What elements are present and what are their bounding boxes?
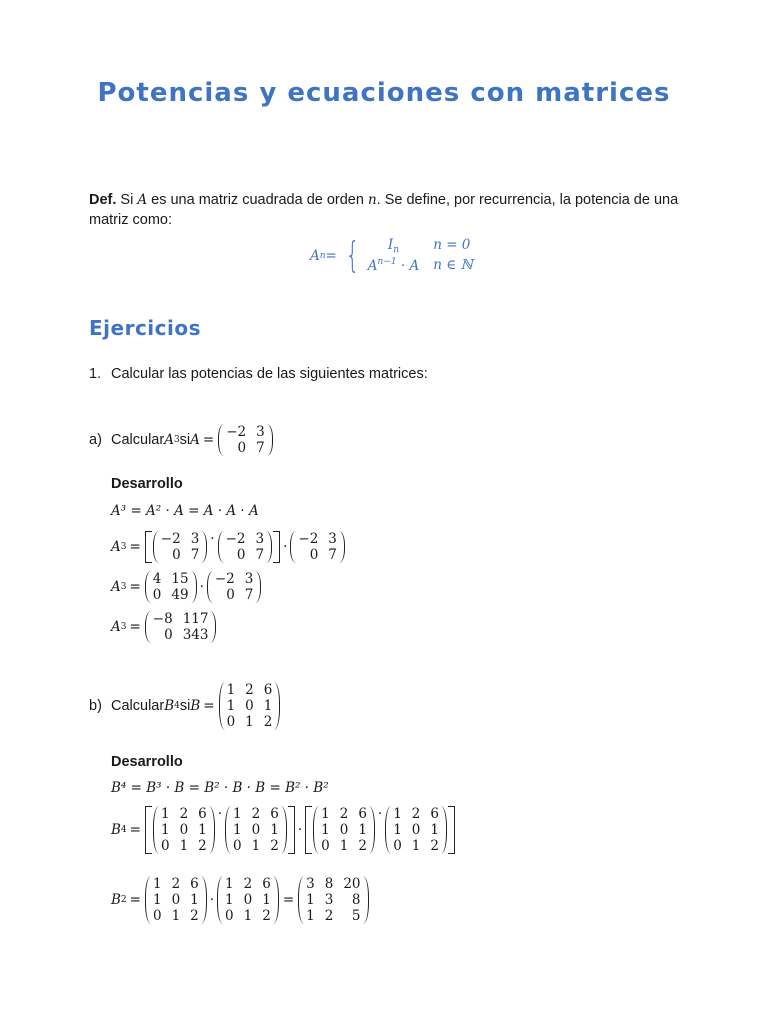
matrix-cell: 6 (262, 876, 271, 892)
case2-base: A (367, 258, 378, 274)
b-line2-dot-1: · (217, 806, 223, 822)
line2-matrix-1 (153, 531, 208, 563)
matrix-cell: −2 (226, 424, 247, 440)
left-paren-icon (145, 876, 151, 924)
part-b-line1: B⁴ = B³ · B = B² · B · B = B² · B² (111, 780, 329, 796)
matrix-cell: 6 (263, 682, 273, 698)
right-paren-icon (201, 531, 207, 563)
matrix-cell: 117 (182, 611, 209, 627)
right-paren-icon (369, 806, 375, 854)
matrix-cell: 2 (324, 908, 334, 924)
matrix-cell: 2 (270, 838, 279, 854)
case1-subscript: n (393, 245, 400, 255)
matrix-cell: 2 (262, 908, 271, 924)
line2-dot-1: · (210, 531, 215, 547)
matrix-grid (159, 531, 202, 563)
part-a-eqvar: A (190, 432, 200, 448)
line3-matrix-1 (145, 571, 197, 603)
line4-result-matrix (145, 611, 217, 643)
part-b-label: b) (89, 698, 102, 714)
matrix-cell: 1 (160, 822, 170, 838)
matrix-grid (159, 806, 209, 854)
right-square-bracket-icon (288, 806, 295, 854)
matrix-cell: 3 (244, 571, 254, 587)
left-paren-icon (153, 531, 159, 563)
right-paren-icon (255, 571, 261, 603)
line2-lhs-exp: 3 (120, 542, 127, 552)
matrix-cell: 2 (243, 876, 253, 892)
left-paren-icon (313, 806, 319, 854)
part-a-si: si (179, 432, 191, 448)
part-a-exp: 3 (173, 435, 180, 445)
matrix-grid (151, 876, 201, 924)
matrix-cell: 6 (358, 806, 367, 822)
matrix-cell: −8 (152, 611, 173, 627)
matrix-cell: 2 (251, 806, 261, 822)
matrix-grid (213, 571, 256, 603)
matrix-cell: 0 (179, 822, 189, 838)
matrix-cell: 2 (358, 838, 367, 854)
ejercicios-heading: Ejercicios (89, 316, 202, 340)
matrix-cell: 2 (430, 838, 439, 854)
b-line2-bracket-group-1 (145, 806, 295, 854)
b-line2-dot-3: · (377, 806, 383, 822)
b-line3-equals-2: = (282, 892, 295, 908)
matrix-cell: 1 (393, 806, 402, 822)
b-line2-matrix-3 (313, 806, 375, 854)
case1-condition: n = 0 (433, 237, 471, 253)
b-line2-lhs: B (111, 822, 121, 838)
right-paren-icon (281, 806, 287, 854)
matrix-cell: 1 (321, 822, 330, 838)
part-b-statement (89, 682, 281, 730)
matrix-cell: 1 (225, 876, 234, 892)
b-line2-matrix-1 (153, 806, 215, 854)
part-b-text: Calcular (111, 698, 165, 714)
left-paren-icon (219, 682, 225, 730)
exercise-1-number: 1. (89, 366, 102, 382)
definition-formula (310, 234, 473, 276)
case2-condition: n ∈ ℕ (433, 257, 473, 273)
matrix-cell: 4 (152, 571, 162, 587)
matrix-cell: 2 (245, 682, 254, 698)
line2-lhs: A (111, 539, 121, 555)
matrix-cell: 2 (198, 838, 207, 854)
matrix-cell: 6 (430, 806, 439, 822)
matrix-cell: 7 (328, 547, 337, 563)
b-line2-equals: = (129, 822, 141, 838)
line2-bracket-group (145, 531, 280, 563)
line3-dot: · (199, 579, 204, 595)
definition-var-a: A (137, 192, 148, 208)
case2-rest: · A (396, 258, 420, 274)
matrix-cell: 1 (152, 876, 162, 892)
matrix-cell: 0 (411, 822, 421, 838)
matrix-grid (151, 611, 211, 643)
matrix-cell: 1 (226, 698, 236, 714)
right-paren-icon (201, 876, 207, 924)
left-paren-icon (207, 571, 213, 603)
matrix-cell: 1 (233, 806, 242, 822)
line3-lhs-exp: 3 (120, 582, 127, 592)
left-square-bracket-icon (145, 531, 152, 563)
definition-prefix: Def. (89, 192, 117, 208)
part-a-line3 (111, 571, 262, 603)
matrix-grid (223, 876, 273, 924)
matrix-cell: 343 (182, 627, 209, 643)
left-paren-icon (218, 531, 224, 563)
right-square-bracket-icon (273, 531, 280, 563)
definition-paragraph (89, 190, 699, 230)
matrix-cell: 49 (171, 587, 189, 603)
part-a-equals: = (202, 432, 215, 448)
b-line2-matrix-4 (385, 806, 447, 854)
right-paren-icon (191, 571, 197, 603)
matrix-cell: 7 (256, 440, 265, 456)
part-a-line1: A³ = A² · A = A · A · A (111, 503, 259, 519)
formula-lhs-exponent: n (319, 250, 326, 261)
matrix-cell: 3 (190, 531, 200, 547)
part-a-var: A (164, 432, 174, 448)
part-b-line3 (111, 876, 370, 924)
part-b-exp: 4 (174, 701, 180, 711)
matrix-cell: 1 (321, 806, 330, 822)
line4-lhs-exp: 3 (120, 622, 127, 632)
matrix-cell: −2 (225, 531, 246, 547)
line4-equals: = (129, 619, 141, 635)
right-paren-icon (210, 611, 216, 643)
matrix-cell: 1 (306, 908, 315, 924)
matrix-cell: 6 (190, 876, 199, 892)
matrix-cell: 2 (179, 806, 189, 822)
matrix-cell: 0 (251, 822, 261, 838)
matrix-cell: 2 (411, 806, 421, 822)
matrix-cell: −2 (160, 531, 181, 547)
b-line3-result-matrix (298, 876, 368, 924)
matrix-cell: 7 (190, 547, 200, 563)
matrix-cell: 7 (255, 547, 265, 563)
matrix-cell: 0 (171, 892, 181, 908)
b-line3-dot: · (209, 892, 215, 908)
definition-text-3: . Se define, por recurrencia, la potencia de una matriz como: (89, 192, 679, 228)
matrix-cell: 20 (343, 876, 361, 892)
matrix-cell: 2 (263, 714, 273, 730)
matrix-cell: 1 (262, 892, 271, 908)
b-line3-matrix-2 (217, 876, 279, 924)
matrix-cell: 1 (152, 892, 162, 908)
page-title: Potencias y ecuaciones con matrices (97, 78, 671, 108)
left-paren-icon (225, 806, 231, 854)
matrix-cell: 1 (160, 806, 170, 822)
b-line3-equals: = (129, 892, 141, 908)
matrix-b (219, 682, 281, 730)
matrix-grid (231, 806, 281, 854)
right-paren-icon (273, 876, 279, 924)
matrix-cell: 1 (243, 908, 253, 924)
matrix-cell: 3 (256, 424, 265, 440)
matrix-cell: 0 (237, 440, 247, 456)
matrix-cell: 0 (164, 627, 173, 643)
part-a-desarrollo: Desarrollo (111, 476, 183, 492)
part-a-line4 (111, 611, 217, 643)
part-a-statement (89, 424, 274, 456)
b-line2-dot-2: · (297, 822, 303, 838)
b-line3-lhs-exp: 2 (120, 895, 127, 905)
matrix-cell: 1 (263, 698, 273, 714)
matrix-cell: 1 (225, 892, 234, 908)
line2-dot-2: · (283, 539, 288, 555)
part-b-desarrollo: Desarrollo (111, 754, 183, 770)
part-b-var: B (164, 698, 175, 714)
matrix-cell: 1 (226, 682, 236, 698)
matrix-cell: 1 (245, 714, 254, 730)
case1-expression (368, 237, 419, 255)
matrix-grid (304, 876, 362, 924)
matrix-cell: 0 (152, 908, 162, 924)
matrix-cell: 2 (171, 876, 181, 892)
case2-exponent: n−1 (377, 257, 397, 267)
matrix-cell: 5 (351, 908, 361, 924)
matrix-cell: 0 (309, 547, 319, 563)
left-paren-icon (298, 876, 304, 924)
cases-grid (368, 237, 473, 274)
part-a-label: a) (89, 432, 102, 448)
matrix-cell: 0 (321, 838, 330, 854)
left-square-bracket-icon (305, 806, 312, 854)
left-square-bracket-icon (145, 806, 152, 854)
right-paren-icon (363, 876, 369, 924)
left-paren-icon (145, 571, 151, 603)
left-paren-icon (218, 424, 224, 456)
matrix-grid (391, 806, 441, 854)
left-paren-icon (145, 611, 151, 643)
right-paren-icon (339, 531, 345, 563)
matrix-cell: 2 (339, 806, 349, 822)
matrix-cell: 15 (171, 571, 189, 587)
matrix-cell: 1 (251, 838, 261, 854)
definition-var-n: n (367, 192, 377, 208)
line4-lhs: A (111, 619, 121, 635)
case1-base: I (387, 237, 394, 253)
matrix-cell: 3 (328, 531, 337, 547)
matrix-cell: 1 (411, 838, 421, 854)
matrix-grid (225, 682, 275, 730)
matrix-cell: 6 (270, 806, 279, 822)
matrix-cell: −2 (214, 571, 235, 587)
formula-lhs: A (310, 247, 320, 264)
part-b-si: si (179, 698, 191, 714)
matrix-cell: 1 (358, 822, 367, 838)
matrix-a (218, 424, 273, 456)
matrix-cell: 1 (233, 822, 242, 838)
matrix-cell: 0 (245, 698, 254, 714)
matrix-cell: 2 (190, 908, 199, 924)
left-paren-icon (385, 806, 391, 854)
left-paren-icon (153, 806, 159, 854)
exercise-1 (89, 366, 428, 382)
definition-text-2: es una matriz cuadrada de orden (147, 192, 368, 208)
matrix-cell: 0 (243, 892, 253, 908)
matrix-cell: 0 (152, 587, 162, 603)
matrix-cell: 0 (393, 838, 402, 854)
matrix-cell: 6 (198, 806, 207, 822)
b-line2-bracket-group-2 (305, 806, 455, 854)
matrix-cell: 8 (324, 876, 334, 892)
matrix-cell: 1 (430, 822, 439, 838)
right-paren-icon (274, 682, 280, 730)
left-paren-icon (290, 531, 296, 563)
matrix-cell: 3 (255, 531, 265, 547)
part-a-line2 (111, 531, 346, 563)
matrix-grid (151, 571, 191, 603)
b-line2-lhs-exp: 4 (120, 825, 127, 835)
matrix-grid (319, 806, 369, 854)
matrix-cell: 1 (171, 908, 181, 924)
matrix-grid (296, 531, 339, 563)
matrix-cell: 1 (339, 838, 349, 854)
matrix-cell: 0 (236, 547, 246, 563)
matrix-grid (224, 424, 267, 456)
matrix-cell: 0 (172, 547, 181, 563)
curly-brace-icon: { (345, 234, 360, 276)
right-paren-icon (267, 424, 273, 456)
matrix-cell: 1 (179, 838, 189, 854)
formula-equals: = (325, 247, 337, 264)
matrix-cell: −2 (298, 531, 319, 547)
matrix-cell: 1 (198, 822, 207, 838)
matrix-cell: 3 (306, 876, 315, 892)
definition-text-1: Si (116, 192, 138, 208)
matrix-cell: 1 (270, 822, 279, 838)
part-b-line2 (111, 806, 456, 854)
matrix-cell: 7 (244, 587, 254, 603)
matrix-cell: 3 (324, 892, 334, 908)
matrix-cell: 1 (306, 892, 315, 908)
matrix-grid (224, 531, 267, 563)
part-b-eqvar: B (190, 698, 201, 714)
right-paren-icon (209, 806, 215, 854)
line3-equals: = (129, 579, 141, 595)
line2-matrix-3 (290, 531, 345, 563)
matrix-cell: 0 (226, 714, 236, 730)
line3-matrix-2 (207, 571, 262, 603)
case2-expression (368, 257, 419, 274)
right-paren-icon (441, 806, 447, 854)
b-line3-lhs: B (111, 892, 121, 908)
right-square-bracket-icon (448, 806, 455, 854)
line3-lhs: A (111, 579, 121, 595)
matrix-cell: 1 (190, 892, 199, 908)
matrix-cell: 1 (393, 822, 402, 838)
matrix-cell: 0 (226, 587, 235, 603)
left-paren-icon (217, 876, 223, 924)
right-paren-icon (266, 531, 272, 563)
exercise-1-text: Calcular las potencias de las siguientes matrices: (111, 366, 428, 382)
part-a-text: Calcular (111, 432, 165, 448)
line2-matrix-2 (218, 531, 273, 563)
matrix-cell: 8 (351, 892, 361, 908)
b-line3-matrix-1 (145, 876, 207, 924)
matrix-cell: 0 (233, 838, 242, 854)
matrix-cell: 0 (225, 908, 234, 924)
matrix-cell: 0 (339, 822, 349, 838)
line2-equals: = (129, 539, 141, 555)
part-b-equals: = (203, 698, 215, 714)
matrix-cell: 0 (160, 838, 170, 854)
b-line2-matrix-2 (225, 806, 287, 854)
formula-cases (337, 234, 473, 276)
